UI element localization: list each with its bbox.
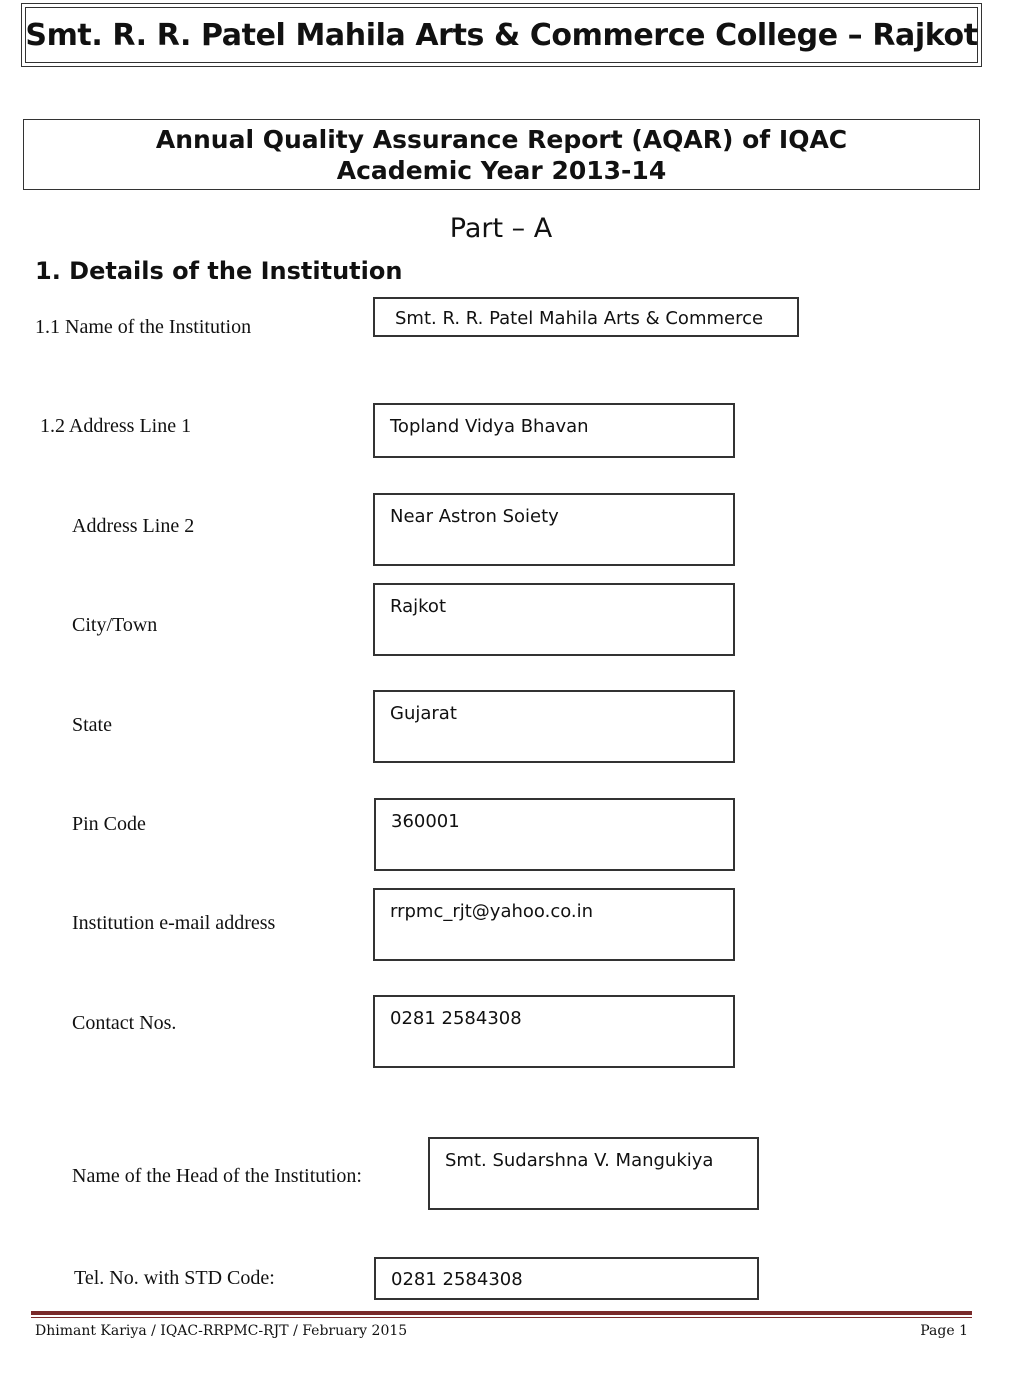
tel-std-label: Tel. No. with STD Code: <box>74 1267 275 1289</box>
part-title: Part – A <box>449 213 553 244</box>
pin-code-field[interactable]: 360001 <box>374 798 735 871</box>
footer-divider-thick <box>31 1311 972 1315</box>
contact-field[interactable]: 0281 2584308 <box>373 995 735 1068</box>
tel-std-field[interactable]: 0281 2584308 <box>374 1257 759 1300</box>
city-field[interactable]: Rajkot <box>373 583 735 656</box>
pin-code-label: Pin Code <box>72 813 146 835</box>
report-title-box <box>23 119 980 190</box>
state-label: State <box>72 714 112 736</box>
address-line2-label: Address Line 2 <box>72 515 195 537</box>
address-line1-label: 1.2 Address Line 1 <box>40 415 192 437</box>
address-line1-field[interactable]: Topland Vidya Bhavan <box>373 403 735 458</box>
section-heading: 1. Details of the Institution <box>35 257 403 285</box>
institution-name-label: 1.1 Name of the Institution <box>35 316 252 338</box>
institution-name-field[interactable]: Smt. R. R. Patel Mahila Arts & Commerce <box>373 297 799 337</box>
head-name-field[interactable]: Smt. Sudarshna V. Mangukiya <box>428 1137 759 1210</box>
college-header <box>21 3 982 67</box>
college-title: Smt. R. R. Patel Mahila Arts & Commerce College – Rajkot <box>25 17 978 53</box>
state-field[interactable]: Gujarat <box>373 690 735 763</box>
footer-divider-thin <box>31 1317 972 1318</box>
email-label: Institution e-mail address <box>72 912 276 934</box>
report-title-line1: Annual Quality Assurance Report (AQAR) of IQAC <box>155 124 848 154</box>
report-title-line2: Academic Year 2013-14 <box>336 155 667 185</box>
footer-page-number: Page 1 <box>920 1323 968 1339</box>
address-line2-field[interactable]: Near Astron Soiety <box>373 493 735 566</box>
email-field[interactable]: rrpmc_rjt@yahoo.co.in <box>373 888 735 961</box>
city-label: City/Town <box>72 614 158 636</box>
contact-label: Contact Nos. <box>72 1012 177 1034</box>
college-header-inner <box>25 7 978 63</box>
head-name-label: Name of the Head of the Institution: <box>72 1165 362 1187</box>
footer-author: Dhimant Kariya / IQAC-RRPMC-RJT / February 2015 <box>35 1323 408 1339</box>
